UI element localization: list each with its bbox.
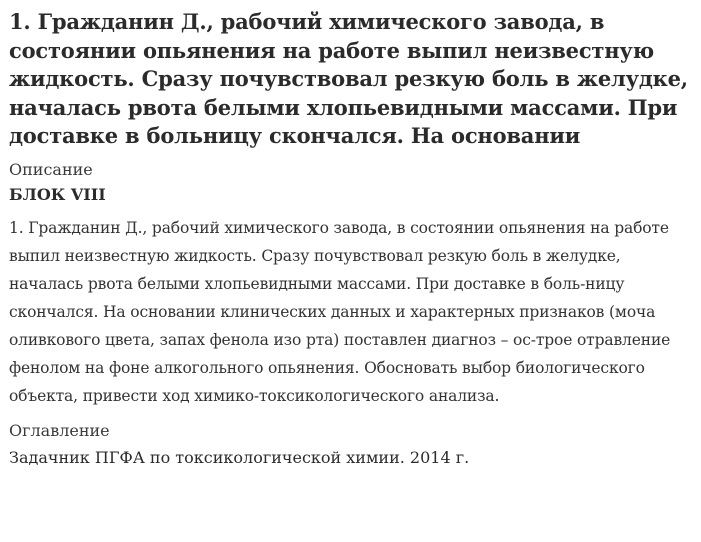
description-text: 1. Гражданин Д., рабочий химического завода, в состоянии опьянения на работе выпил неизвестную жидкость. Сразу почувствовал резкую боль в желудке, началась рвота белыми хлопьевидными массами. При доставке в боль-ницу скончался. На основании клинических данных и характерных признаков (моча оливкового цвета, запах фенола изо рта) поставлен диагноз – ос-трое отравление фенолом на фоне алкогольного опьянения. Обосновать выбор биологического объекта, привести ход химико-токсикологического анализа. (9, 218, 671, 405)
toc-label: Оглавление (9, 420, 110, 440)
page-title: 1. Гражданин Д., рабочий химического завода, в состоянии опьянения на работе выпил неизвестную жидкость. Сразу почувствовал резкую боль в желудке, началась рвота белыми хлопьевидными массами. При доставке в больницу скончался. На основании (9, 9, 688, 148)
description-label: Описание (9, 159, 93, 179)
toc-text: Задачник ПГФА по токсикологической химии. 2014 г. (9, 447, 470, 467)
block-label: БЛОК VIII (9, 184, 106, 204)
